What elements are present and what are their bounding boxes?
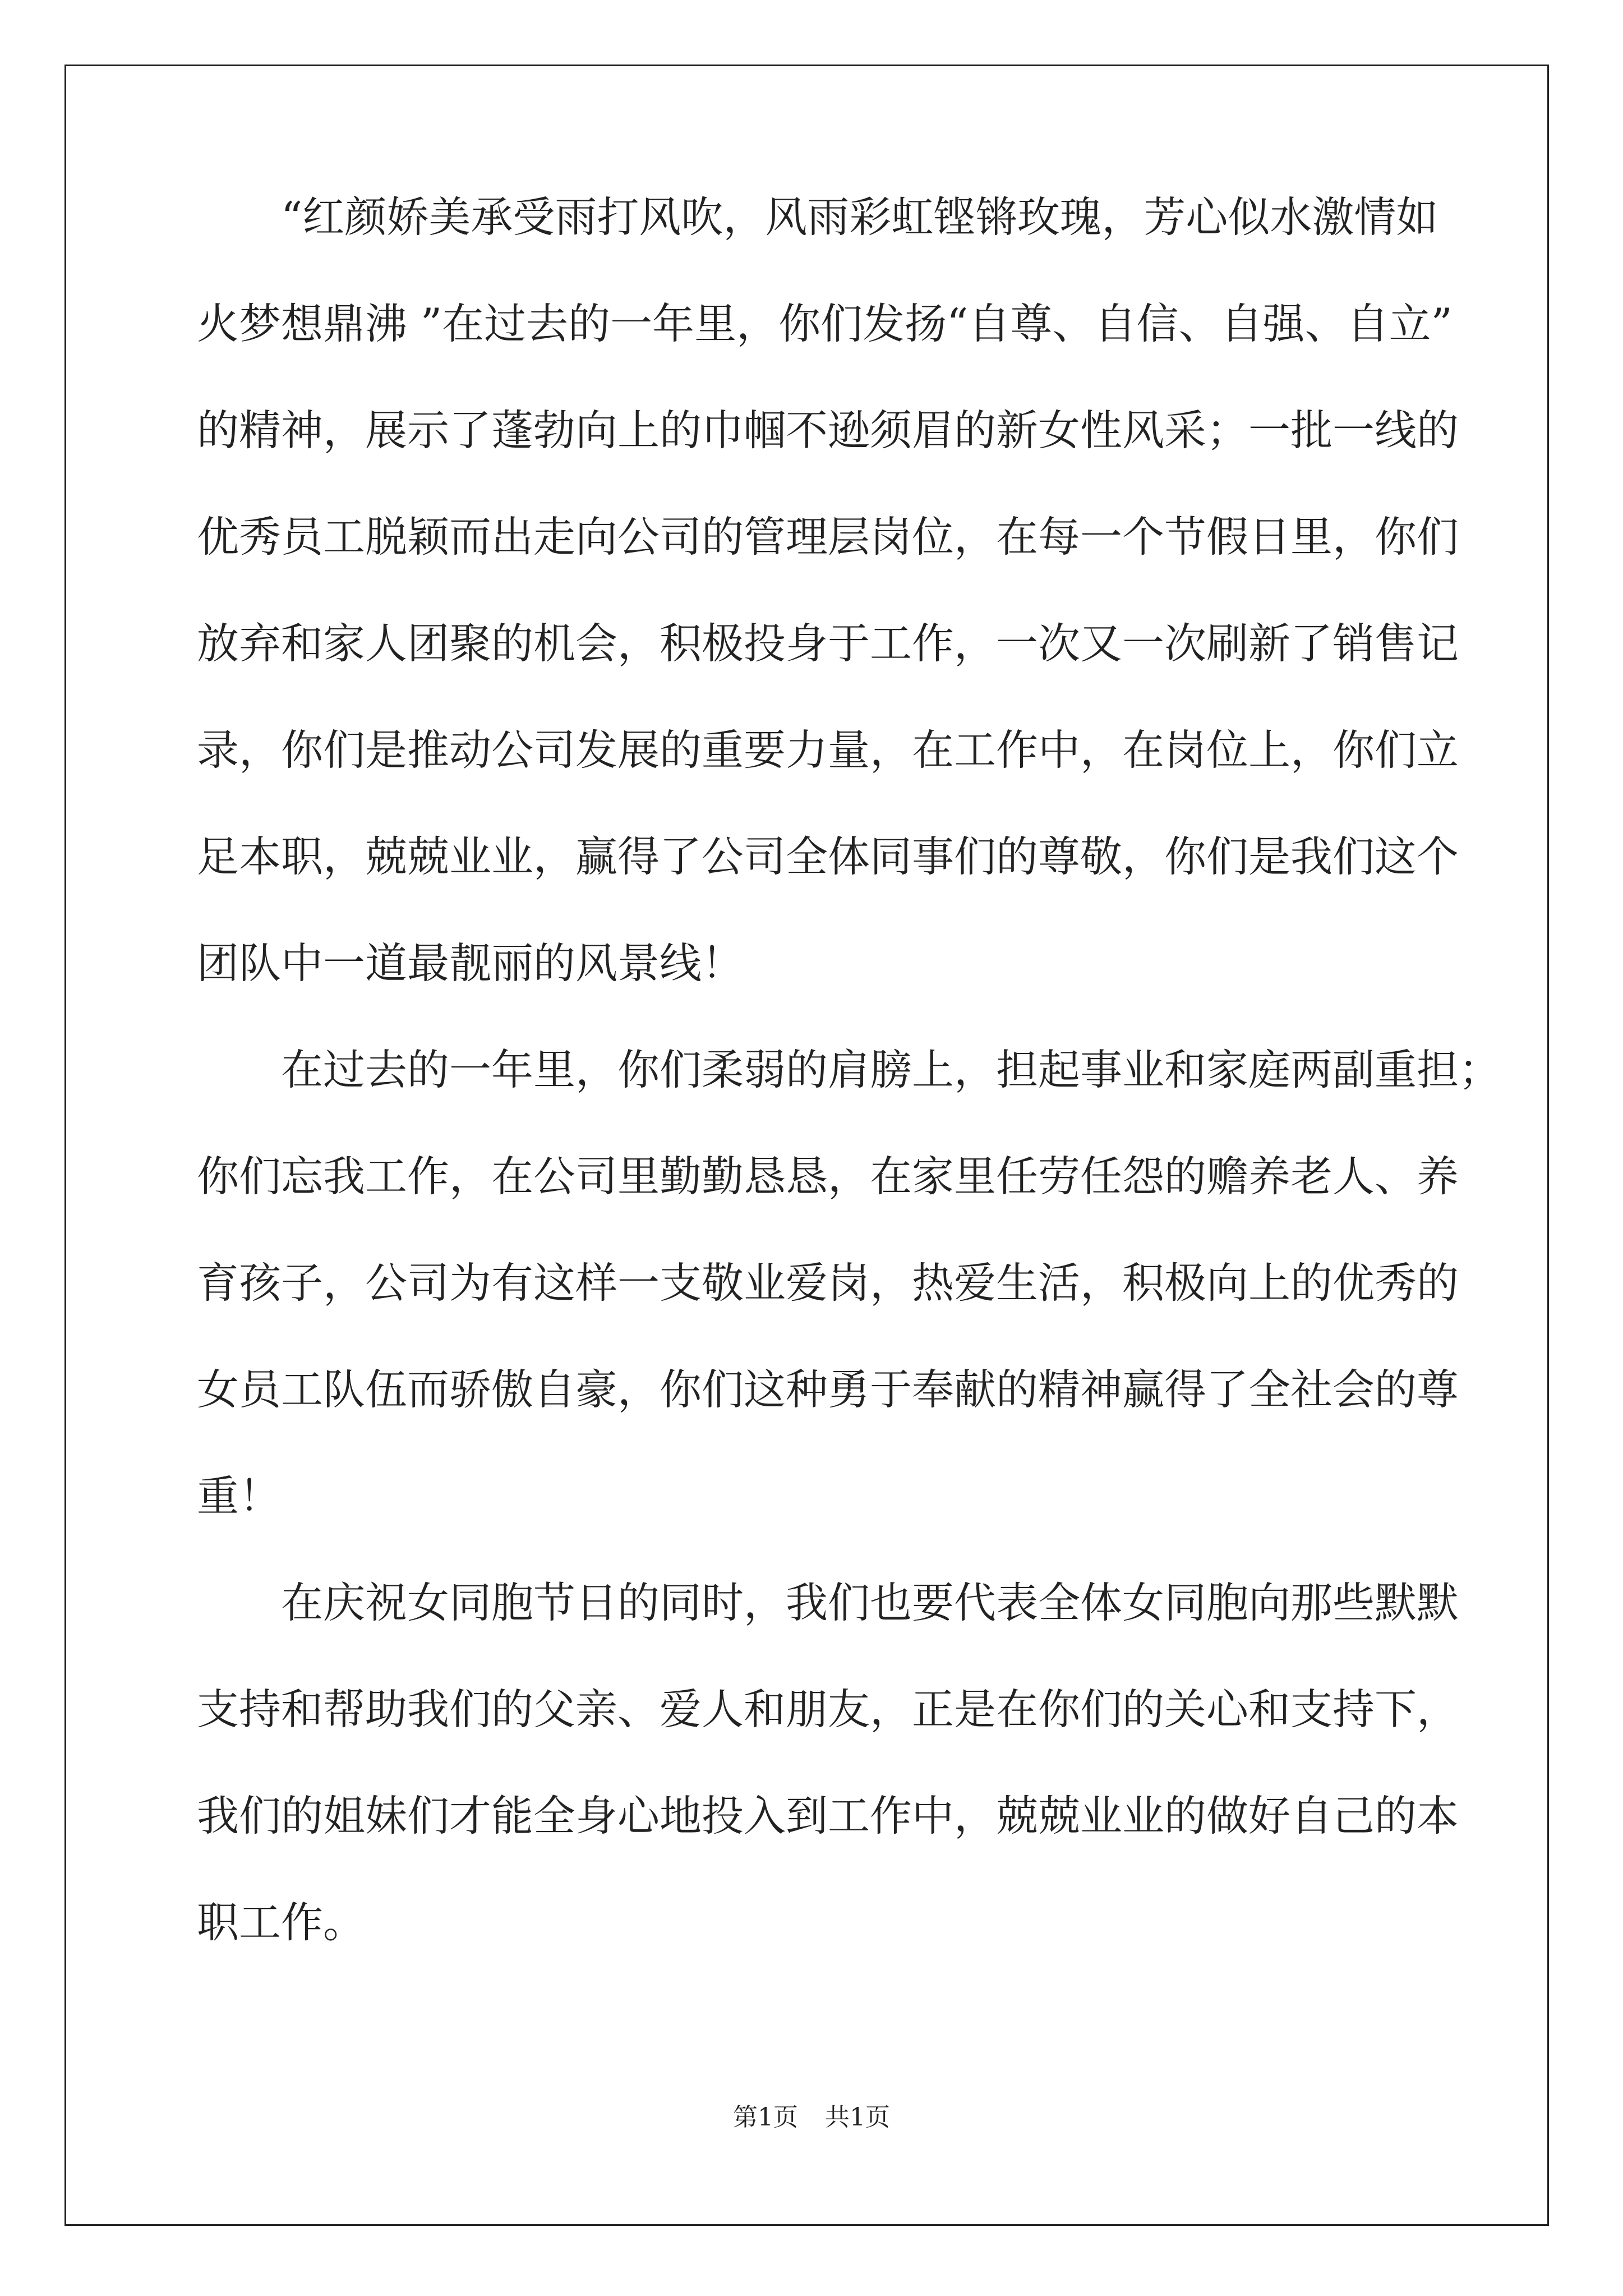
- text-line: 支持和帮助我们的父亲、爱人和朋友，正是在你们的关心和支持下，: [197, 1685, 1459, 1734]
- page-total: 共1页: [825, 2103, 890, 2132]
- text-line: 放弃和家人团聚的机会，积极投身于工作，一次又一次刷新了销售记: [197, 619, 1459, 668]
- page-number: 第1页: [733, 2103, 798, 2132]
- text-line: 在过去的一年里，你们柔弱的肩膀上，担起事业和家庭两副重担；: [281, 1045, 1501, 1094]
- text-line: 你们忘我工作，在公司里勤勤恳恳，在家里任劳任怨的赡养老人、养: [197, 1152, 1459, 1201]
- document-body: [197, 191, 1501, 2003]
- text-line: 在庆祝女同胞节日的同时，我们也要代表全体女同胞向那些默默: [281, 1578, 1459, 1627]
- text-line: 我们的姐妹们才能全身心地投入到工作中，兢兢业业的做好自己的本: [197, 1791, 1459, 1841]
- page-footer: [0, 2097, 1623, 2133]
- text-line: 的精神，展示了蓬勃向上的巾帼不逊须眉的新女性风采；一批一线的: [197, 406, 1459, 455]
- text-line: 足本职，兢兢业业，赢得了公司全体同事们的尊敬，你们是我们这个: [197, 832, 1459, 881]
- text-line: 育孩子，公司为有这样一支敬业爱岗，热爱生活，积极向上的优秀的: [197, 1258, 1459, 1308]
- text-line: 女员工队伍而骄傲自豪，你们这种勇于奉献的精神赢得了全社会的尊: [197, 1365, 1459, 1414]
- text-line: 录，你们是推动公司发展的重要力量，在工作中，在岗位上，你们立: [197, 725, 1459, 775]
- text-line: 重！: [197, 1471, 282, 1521]
- text-line: 团队中一道最靓丽的风景线！: [197, 938, 744, 988]
- text-line: 火梦想鼎沸 ”在过去的一年里，你们发扬“自尊、自信、自强、自立”: [197, 299, 1453, 348]
- text-line: 职工作。: [197, 1898, 366, 1947]
- text-line: “红颜娇美承受雨打风吹，风雨彩虹铿锵玫瑰，芳心似水激情如: [281, 192, 1438, 242]
- text-line: 优秀员工脱颖而出走向公司的管理层岗位，在每一个节假日里，你们: [197, 512, 1459, 562]
